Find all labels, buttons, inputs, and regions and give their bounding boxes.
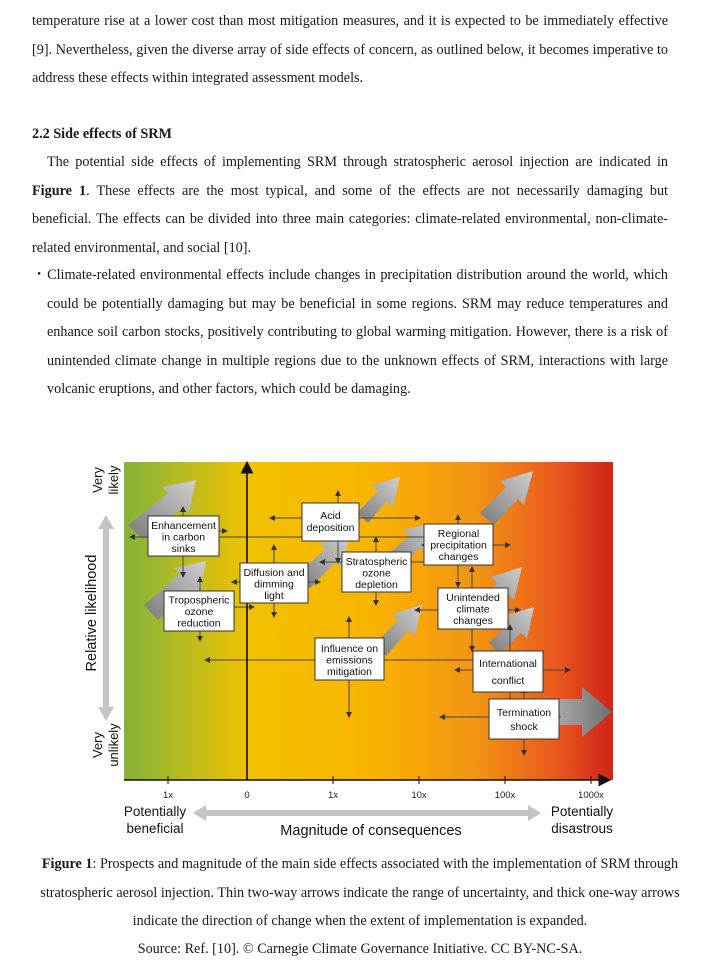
magnitude-arrow: [193, 805, 541, 821]
y-bottom-label-1: Very: [90, 731, 105, 759]
box-termination-shock: [489, 699, 559, 739]
caption-text: : Prospects and magnitude of the main side effects associated with the implementation of SRM through stratospheric aerosol injection. Thin two-way arrows indicate the range of uncertainty, and thick one-way arrows indicate the direction of change when the extent of implementation is expanded.: [40, 856, 680, 930]
box-tropospheric-ozone: [164, 591, 234, 631]
box-text: International: [479, 658, 537, 670]
x-axis-label: Magnitude of consequences: [280, 823, 462, 839]
box-acid-deposition: [302, 503, 359, 541]
paragraph-end: . These effects are the most typical, and some of the effects are not necessarily damaging but beneficial. The effects can be divided into three main categories: climate-related environmental, non-climate-related environmental, and social [10].: [32, 182, 668, 256]
box-text: ozone: [184, 606, 214, 618]
x-tick-label: 1x: [162, 790, 174, 801]
x-right-label-2: disastrous: [551, 821, 613, 836]
paragraph-start: The potential side effects of implementing SRM through stratospheric aerosol injection are indicated in: [47, 154, 668, 170]
y-axis-label: Relative likelihood: [84, 554, 100, 672]
box-text: depletion: [355, 579, 398, 591]
box-text: shock: [510, 721, 538, 733]
box-regional-precipitation: [424, 524, 493, 565]
box-text: conflict: [491, 675, 525, 687]
x-tick-label: 1x: [327, 790, 339, 801]
section-heading: 2.2 Side effects of SRM: [32, 126, 172, 142]
paragraph-side-effects: [32, 148, 668, 262]
box-international-conflict: [473, 651, 543, 692]
box-text: changes: [453, 615, 493, 627]
likelihood-arrow: [98, 515, 114, 721]
box-text: in carbon: [161, 531, 206, 544]
figure-caption: [40, 850, 680, 936]
x-left-label-2: beneficial: [126, 821, 184, 836]
paragraph-intro: temperature rise at a lower cost than most mitigation measures, and it is expected to be immediately effective [9]. Nevertheless, given the diverse array of side effects of concern, as outlined below, it becomes imperative to address these effects within integrated assessment models.: [32, 13, 668, 86]
box-text: Diffusion and: [243, 567, 305, 579]
box-text: emissions: [326, 654, 373, 667]
box-text: Tropospheric: [168, 594, 230, 607]
box-text: Enhancement: [151, 520, 216, 532]
figure-1: [0, 455, 720, 855]
x-tick-label: 100x: [494, 790, 516, 801]
box-text: Termination: [496, 707, 552, 719]
figure-reference: Figure 1: [32, 182, 87, 199]
box-diffusion-dimming-light: [240, 563, 308, 603]
x-left-label-1: Potentially: [123, 804, 187, 819]
caption-label: Figure 1: [41, 856, 93, 872]
box-text: dimming: [254, 578, 294, 591]
box-text: mitigation: [327, 666, 372, 678]
box-text: ozone: [362, 567, 391, 580]
box-text: Unintended: [446, 592, 500, 604]
bullet-climate-effects: ・Climate-related environmental effects include changes in precipitation distribution around the world, which could be potentially damaging but may be beneficial in some regions. SRM may reduce temperatures and enhance soil carbon stocks, positively contributing to global warming mitigation. However, there is a risk of unintended climate change in multiple regions due to the unknown effects of SRM, interactions with large volcanic eruptions, and other factors, which could be damaging.: [32, 267, 668, 397]
x-right-label-1: Potentially: [550, 804, 614, 819]
box-text: Stratospheric: [345, 556, 408, 568]
y-top-label-1: Very: [90, 466, 105, 494]
y-bottom-label-2: unlikely: [106, 723, 121, 767]
box-text: Acid: [320, 510, 341, 522]
box-enhancement-carbon-sinks: [148, 516, 219, 556]
box-influence-emissions: [315, 638, 384, 680]
box-text: climate: [456, 603, 490, 616]
box-text: Influence on: [320, 643, 379, 655]
box-text: light: [264, 590, 284, 602]
box-text: sinks: [171, 543, 196, 555]
x-tick-label: 1000x: [578, 790, 604, 801]
box-text: changes: [438, 551, 479, 563]
box-stratospheric-ozone: [342, 552, 411, 592]
y-top-label-2: likely: [106, 465, 121, 495]
box-text: Regional: [437, 528, 480, 540]
box-text: deposition: [306, 522, 355, 534]
box-text: reduction: [177, 617, 221, 630]
box-unintended-climate: [438, 588, 508, 629]
figure-source: Source: Ref. [10]. © Carnegie Climate Governance Initiative. CC BY-NC-SA.: [137, 941, 583, 957]
x-tick-label: 10x: [411, 790, 427, 801]
x-tick-label: 0: [244, 790, 250, 801]
box-text: precipitation: [430, 539, 487, 552]
